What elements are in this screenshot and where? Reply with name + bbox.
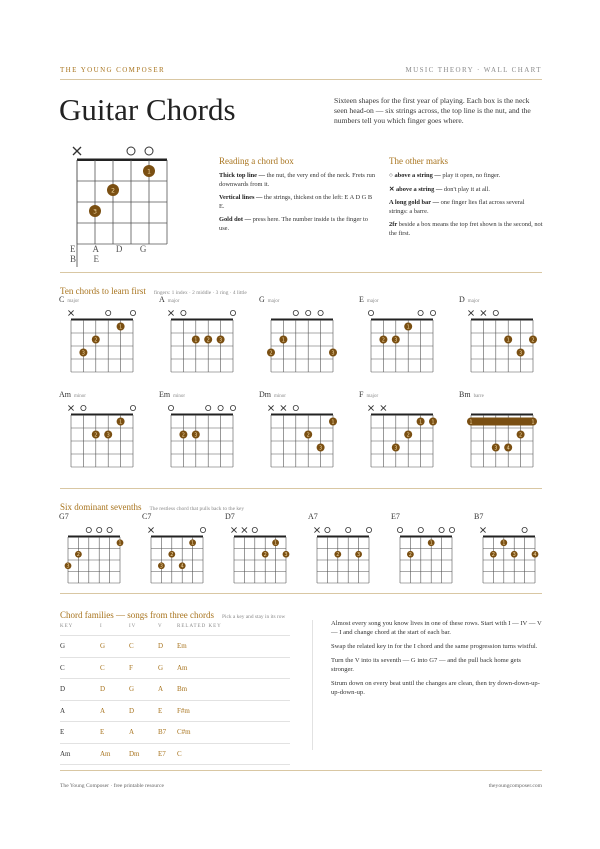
reading-p1: Thick top line — the nut, the very end of the neck. Frets run downwards from it. (219, 172, 376, 188)
chord-card (259, 390, 339, 475)
chord-quality: minor (173, 394, 186, 399)
chord-name (459, 390, 539, 399)
chord-name-text: C7 (142, 512, 152, 521)
mute-mark (168, 310, 173, 315)
sevenths-subtitle: The restless chord that pulls back to the key (149, 506, 245, 512)
chord-diagram (265, 307, 339, 376)
chord-cell: A (100, 700, 129, 722)
header-rule (60, 79, 542, 80)
nut (171, 414, 233, 416)
open-mark (346, 527, 351, 532)
finger-number: 1 (194, 337, 198, 344)
chord-name-text: Am (59, 390, 71, 399)
finger-number: 3 (219, 337, 223, 344)
chord-card (359, 390, 439, 475)
reading-title: Reading a chord box (219, 156, 294, 166)
chord-name (359, 295, 439, 304)
open-mark (106, 310, 111, 315)
intro-text: Sixteen shapes for the first year of playing. Each box is the neck seen head-on — six strings across, the top line is the nut, and the numbers tell you which finger goes where. (334, 96, 531, 126)
chord-cell: A (129, 722, 158, 744)
key-cell: A (60, 700, 100, 722)
open-mark (107, 527, 112, 532)
finger-number: 3 (194, 432, 198, 439)
chord-diagram (62, 524, 126, 587)
open-mark (306, 310, 311, 315)
table-row (60, 722, 290, 744)
open-mark (368, 310, 373, 315)
chord-diagram (228, 524, 292, 587)
finger-number: 3 (159, 563, 163, 570)
finger-number: 2 (94, 432, 98, 439)
families-subtitle: Pick a key and stay in its row (221, 614, 286, 620)
open-mark (200, 527, 205, 532)
chord-quality: barre (473, 394, 484, 399)
finger-number: 3 (494, 445, 498, 452)
chord-name-text: A7 (308, 512, 318, 521)
chord-cell: Bm (177, 679, 290, 701)
open-mark (230, 310, 235, 315)
finger-number: 1 (506, 337, 510, 344)
finger-number: 3 (357, 552, 361, 559)
finger-number: 1 (274, 540, 278, 547)
nut (483, 536, 535, 538)
chord-cell: F (129, 657, 158, 679)
mute-mark (368, 405, 373, 410)
finger-number: 2 (406, 432, 410, 439)
finger-number: 4 (506, 445, 510, 452)
families-note: Almost every song you know lives in one of these rows. Start with I — IV — V — I and change chord at the start of each bar. (331, 620, 542, 636)
chord-name-text: D (459, 295, 465, 304)
finger-number: 1 (419, 419, 423, 426)
nut (77, 159, 167, 162)
open-mark (318, 310, 323, 315)
open-mark (168, 405, 173, 410)
ten-chords-subtitle: fingers: 1 index · 2 middle · 3 ring · 4 little (153, 290, 247, 296)
chord-name (142, 512, 209, 521)
key-cell: E (60, 722, 100, 744)
chord-name (225, 512, 292, 521)
chord-card (142, 512, 209, 591)
chord-card (474, 512, 541, 591)
finger-number: 3 (81, 350, 85, 357)
open-mark (439, 527, 444, 532)
open-mark (218, 405, 223, 410)
finger-number: 3 (394, 337, 398, 344)
header-subtitle: MUSIC THEORY · WALL CHART (405, 66, 542, 74)
finger-number: 1 (469, 419, 473, 426)
chord-name-text: E7 (391, 512, 400, 521)
finger-number: 2 (263, 552, 267, 559)
mute-mark (468, 310, 473, 315)
chord-cell: Am (177, 657, 290, 679)
mute-mark (242, 527, 247, 532)
nut (71, 319, 133, 321)
chord-diagram (265, 402, 339, 471)
chord-card (159, 295, 239, 380)
key-cell: G (60, 636, 100, 658)
ten-chords-title: Ten chords to learn first (60, 286, 146, 296)
other-title: The other marks (389, 156, 448, 166)
table-row (60, 657, 290, 679)
chord-card (391, 512, 458, 591)
finger-number: 1 (118, 540, 122, 547)
chord-cell: G (158, 657, 177, 679)
open-mark (449, 527, 454, 532)
families-notes (331, 619, 543, 702)
chord-name (308, 512, 375, 521)
col-iv: IV (129, 617, 158, 636)
open-mark (493, 310, 498, 315)
chord-diagram (165, 402, 239, 471)
chord-name (474, 512, 541, 521)
col-related: RELATED KEY (177, 617, 290, 636)
finger-number: 3 (512, 552, 516, 559)
finger-number: 1 (119, 324, 123, 331)
nut (371, 414, 433, 416)
finger-number: 3 (66, 563, 70, 570)
families-note: Turn the V into its seventh — G into G7 — and the pull back home gets stronger. (331, 657, 521, 673)
table-row (60, 700, 290, 722)
col-i: I (100, 617, 129, 636)
chord-cell: Dm (129, 743, 158, 765)
finger-number: 2 (181, 432, 185, 439)
finger-number: 3 (319, 445, 323, 452)
chord-quality: major (467, 299, 480, 304)
nut (400, 536, 452, 538)
nut (271, 414, 333, 416)
chord-card (59, 390, 139, 475)
chord-name-text: Em (159, 390, 171, 399)
open-mark (86, 527, 91, 532)
open-mark (430, 310, 435, 315)
nut (171, 319, 233, 321)
nut (71, 414, 133, 416)
mute-mark (148, 527, 153, 532)
chord-diagram (365, 307, 439, 376)
col-v: V (158, 617, 177, 636)
chord-cell: E7 (158, 743, 177, 765)
chord-name (59, 390, 139, 399)
chord-name (159, 295, 239, 304)
chord-card (459, 295, 539, 380)
mute-mark (68, 310, 73, 315)
chord-cell: Am (100, 743, 129, 765)
chord-cell: Em (177, 636, 290, 658)
finger-number: 2 (306, 432, 310, 439)
mute-mark (73, 147, 81, 155)
finger-number: 1 (331, 419, 335, 426)
reading-column (219, 156, 379, 234)
chord-diagram (165, 307, 239, 376)
open-mark (97, 527, 102, 532)
chord-quality: major (267, 299, 280, 304)
open-mark (127, 147, 135, 155)
chord-diagram (65, 307, 139, 376)
families-table (60, 617, 290, 765)
open-mark (230, 405, 235, 410)
chord-card (259, 295, 339, 380)
mute-mark (231, 527, 236, 532)
key-cell: D (60, 679, 100, 701)
chord-name (459, 295, 539, 304)
chord-name (159, 390, 239, 399)
chord-card (59, 512, 126, 591)
chord-name-text: E (359, 295, 364, 304)
chord-name-text: F (359, 390, 364, 399)
finger-number: 3 (93, 208, 97, 216)
column-divider (312, 620, 313, 750)
finger-number: 2 (269, 350, 273, 357)
nut (371, 319, 433, 321)
chord-cell: C (177, 743, 290, 765)
finger-number: 2 (491, 552, 495, 559)
finger-number: 1 (119, 419, 123, 426)
finger-number: 4 (533, 552, 537, 559)
finger-number: 3 (394, 445, 398, 452)
chord-cell: D (158, 636, 177, 658)
open-mark (418, 310, 423, 315)
nut (471, 319, 533, 321)
col-key: KEY (60, 617, 100, 636)
other-p3: A long gold bar — one finger lies flat across several strings: a barre. (389, 199, 525, 215)
footer-right: theyoungcomposer.com (488, 783, 542, 789)
chord-cell: E (158, 700, 177, 722)
key-cell: C (60, 657, 100, 679)
finger-number: 2 (519, 432, 523, 439)
finger-number: 1 (406, 324, 410, 331)
footer-left: The Young Composer · free printable resource (60, 783, 164, 789)
chord-quality: major (167, 299, 180, 304)
finger-number: 1 (429, 540, 433, 547)
finger-number: 3 (106, 432, 110, 439)
mute-mark (68, 405, 73, 410)
open-mark (130, 405, 135, 410)
chord-name (359, 390, 439, 399)
families-note: Strum down on every beat until the changes are clean, then try down-down-up-up-down-up. (331, 680, 540, 696)
open-mark (325, 527, 330, 532)
chord-cell: F#m (177, 700, 290, 722)
open-mark (293, 310, 298, 315)
chord-diagram (477, 524, 541, 587)
chord-diagram (65, 402, 139, 471)
open-mark (145, 147, 153, 155)
chord-diagram (365, 402, 439, 471)
chord-name-text: B7 (474, 512, 484, 521)
chord-cell: B7 (158, 722, 177, 744)
chord-card (359, 295, 439, 380)
key-cell: Am (60, 743, 100, 765)
finger-number: 1 (191, 540, 195, 547)
chord-cell: C (100, 657, 129, 679)
section-rule (60, 593, 542, 594)
table-row (60, 636, 290, 658)
chord-diagram (145, 524, 209, 587)
legend-marks (73, 147, 153, 155)
open-mark (181, 310, 186, 315)
table-header-row (60, 617, 290, 636)
sevenths-title: Six dominant sevenths (60, 502, 142, 512)
chord-quality: major (366, 299, 379, 304)
chord-quality: major (67, 299, 80, 304)
chord-cell: G (129, 679, 158, 701)
finger-number: 4 (180, 563, 184, 570)
open-mark (206, 405, 211, 410)
reading-p2: Vertical lines — the strings, thickest on the left: E A D G B E. (219, 194, 373, 210)
chord-name-text: D7 (225, 512, 235, 521)
finger-number: 3 (519, 350, 523, 357)
table-row (60, 679, 290, 701)
finger-number: 2 (336, 552, 340, 559)
finger-number: 1 (147, 168, 151, 176)
finger-number: 2 (381, 337, 385, 344)
finger-number: 2 (531, 337, 535, 344)
other-marks-column (389, 156, 544, 239)
finger-number: 2 (94, 337, 98, 344)
finger-number: 2 (170, 552, 174, 559)
legend-dots (89, 165, 155, 217)
chord-cell: A (158, 679, 177, 701)
chord-card (159, 390, 239, 475)
finger-number: 2 (111, 187, 115, 195)
chord-cell: C#m (177, 722, 290, 744)
open-mark (397, 527, 402, 532)
other-p4: 2fr beside a box means the top fret shown is the second, not the first. (389, 221, 543, 237)
nut (151, 536, 203, 538)
chord-diagram (311, 524, 375, 587)
chord-diagram (465, 307, 539, 376)
barre-bar (467, 418, 537, 426)
open-mark (366, 527, 371, 532)
finger-number: 1 (502, 540, 506, 547)
open-mark (81, 405, 86, 410)
finger-number: 1 (281, 337, 285, 344)
chord-cell: C (129, 636, 158, 658)
chord-name-text: C (59, 295, 65, 304)
chord-cell: E (100, 722, 129, 744)
chord-name-text: A (159, 295, 165, 304)
section-rule (60, 488, 542, 489)
section-rule (60, 272, 542, 273)
finger-number: 2 (408, 552, 412, 559)
reading-p3: Gold dot — press here. The number inside is the finger to use. (219, 216, 368, 232)
open-mark (130, 310, 135, 315)
chord-card (59, 295, 139, 380)
chord-quality: major (366, 394, 379, 399)
families-title: Chord families — songs from three chords (60, 610, 214, 620)
finger-number: 3 (331, 350, 335, 357)
mute-mark (481, 310, 486, 315)
finger-number: 3 (284, 552, 288, 559)
finger-number: 1 (531, 419, 535, 426)
chord-name (391, 512, 458, 521)
brand: THE YOUNG COMPOSER (60, 66, 166, 74)
nut (317, 536, 369, 538)
chord-name-text: Bm (459, 390, 471, 399)
open-mark (252, 527, 257, 532)
chord-name (59, 295, 139, 304)
mute-mark (480, 527, 485, 532)
chord-name-text: G7 (59, 512, 69, 521)
open-mark (522, 527, 527, 532)
chord-name (259, 390, 339, 399)
chord-name (59, 512, 126, 521)
chord-name (259, 295, 339, 304)
chord-card (225, 512, 292, 591)
chord-quality: minor (274, 394, 286, 399)
chord-cell: G (100, 636, 129, 658)
mute-mark (281, 405, 286, 410)
page-title: Guitar Chords (59, 92, 236, 127)
chord-name-text: Dm (259, 390, 271, 399)
nut (471, 414, 533, 416)
nut (271, 319, 333, 321)
footer-rule (60, 770, 542, 771)
chord-cell: D (100, 679, 129, 701)
chord-diagram (394, 524, 458, 587)
nut (68, 536, 120, 538)
chord-diagram (465, 402, 539, 471)
mute-mark (314, 527, 319, 532)
finger-number: 2 (206, 337, 210, 344)
open-mark (293, 405, 298, 410)
chord-quality: minor (74, 394, 86, 399)
families-note: Swap the related key in for the I chord and the same progression turns wistful. (331, 643, 538, 650)
string-names: E A D G B E (70, 244, 154, 264)
other-p2: ✕ above a string — don't play it at all. (389, 185, 490, 193)
other-p1: ○ above a string — play it open, no finger. (389, 172, 501, 179)
mute-mark (268, 405, 273, 410)
chord-cell: D (129, 700, 158, 722)
nut (234, 536, 286, 538)
chord-card (308, 512, 375, 591)
chord-name-text: G (259, 295, 265, 304)
mute-mark (381, 405, 386, 410)
finger-number: 1 (431, 419, 435, 426)
chord-card (459, 390, 539, 475)
open-mark (418, 527, 423, 532)
table-row (60, 743, 290, 765)
finger-number: 2 (76, 552, 80, 559)
